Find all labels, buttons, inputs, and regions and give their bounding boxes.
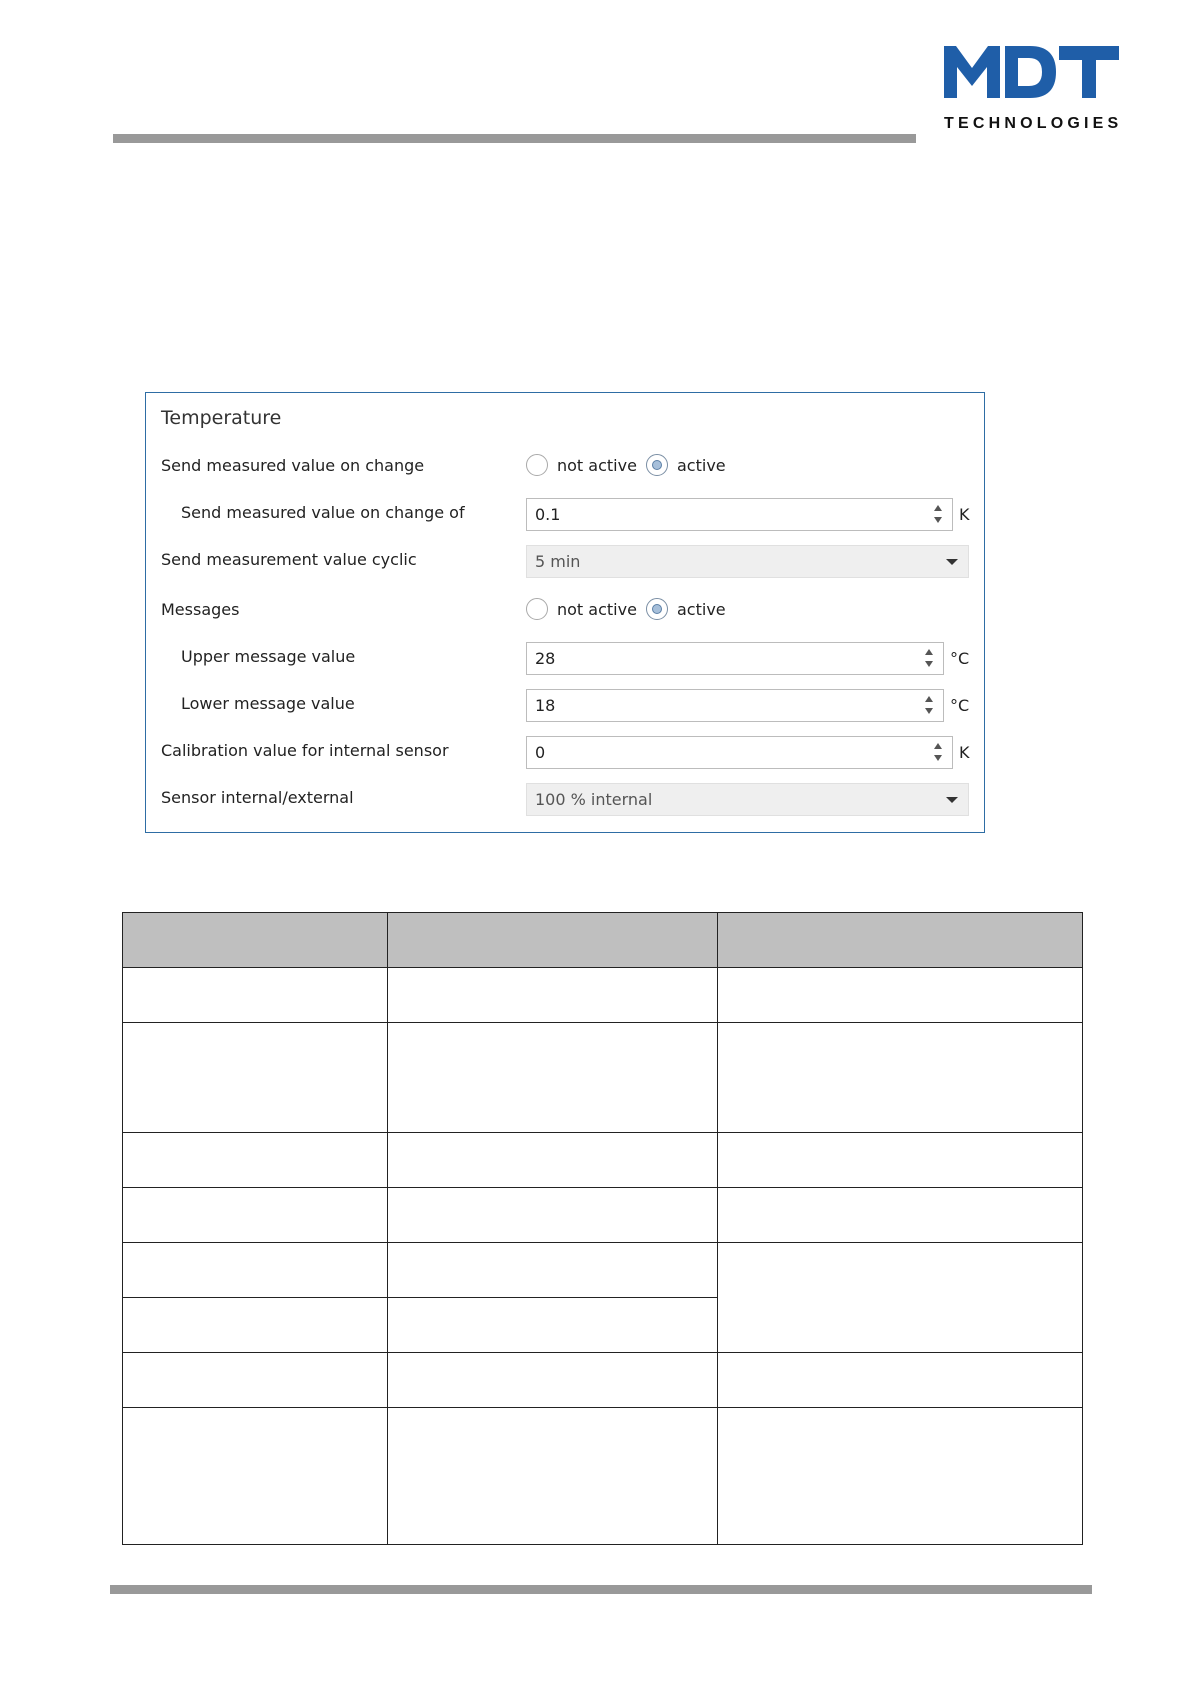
- parameter-table: [122, 912, 1083, 1545]
- table-cell: [388, 1408, 718, 1545]
- radio-unchecked-icon[interactable]: [526, 598, 548, 620]
- table-row: [123, 1188, 1083, 1243]
- radio-unchecked-icon[interactable]: [526, 454, 548, 476]
- header-rule: [113, 134, 916, 143]
- active-label: active: [677, 600, 726, 619]
- spin-up-icon[interactable]: [934, 505, 942, 511]
- cyclic-label: Send measurement value cyclic: [161, 550, 417, 569]
- logo-tagline: TECHNOLOGIES: [944, 115, 1123, 132]
- not-active-label: not active: [557, 600, 637, 619]
- spin-arrows[interactable]: [925, 647, 935, 671]
- row-sensor: [146, 780, 986, 816]
- radio-checked-icon[interactable]: [646, 454, 668, 476]
- table-row: [123, 968, 1083, 1023]
- table-cell: [718, 1023, 1083, 1133]
- upper-message-label: Upper message value: [181, 647, 356, 666]
- temperature-settings-panel: [145, 392, 985, 833]
- row-upper-message: [146, 639, 986, 675]
- chevron-down-icon[interactable]: [946, 559, 958, 565]
- send-on-change-of-unit: K: [959, 505, 970, 524]
- cyclic-select[interactable]: [526, 545, 969, 578]
- send-on-change-of-value: 0.1: [535, 505, 561, 524]
- table-cell: [718, 1353, 1083, 1408]
- table-cell: [123, 968, 388, 1023]
- spin-down-icon[interactable]: [934, 755, 942, 761]
- spin-arrows[interactable]: [934, 741, 944, 765]
- table-cell: [123, 1243, 388, 1298]
- table-cell: [388, 1023, 718, 1133]
- spin-down-icon[interactable]: [934, 517, 942, 523]
- row-calibration: [146, 733, 986, 769]
- table-row: [123, 1353, 1083, 1408]
- panel-title: Temperature: [161, 407, 282, 429]
- table-header-cell: [123, 913, 388, 968]
- table-row: [123, 1408, 1083, 1545]
- table-cell: [388, 1188, 718, 1243]
- calibration-label: Calibration value for internal sensor: [161, 741, 449, 760]
- table-header-row: [123, 913, 1083, 968]
- row-send-on-change-of: [146, 495, 986, 531]
- table-row: [123, 1243, 1083, 1298]
- lower-message-value: 18: [535, 696, 556, 715]
- sensor-select[interactable]: [526, 783, 969, 816]
- upper-message-unit: °C: [950, 649, 970, 668]
- table-cell: [388, 1133, 718, 1188]
- table-header-cell: [718, 913, 1083, 968]
- table-cell: [123, 1408, 388, 1545]
- table-cell: [718, 1408, 1083, 1545]
- cyclic-value: 5 min: [535, 552, 581, 571]
- not-active-label: not active: [557, 456, 637, 475]
- mdt-logo-mark: [944, 44, 1119, 106]
- spin-down-icon[interactable]: [925, 708, 933, 714]
- table-cell-merged: [718, 1243, 1083, 1353]
- spin-arrows[interactable]: [925, 694, 935, 718]
- table-cell: [718, 1188, 1083, 1243]
- table-cell: [123, 1298, 388, 1353]
- table-cell: [123, 1188, 388, 1243]
- active-label: active: [677, 456, 726, 475]
- table-cell: [388, 1353, 718, 1408]
- table-row: [123, 1023, 1083, 1133]
- calibration-input[interactable]: [526, 736, 953, 769]
- upper-message-input[interactable]: [526, 642, 944, 675]
- send-on-change-of-input[interactable]: [526, 498, 953, 531]
- send-on-change-of-label: Send measured value on change of: [181, 503, 465, 522]
- radio-checked-icon[interactable]: [646, 598, 668, 620]
- lower-message-unit: °C: [950, 696, 970, 715]
- mdt-logo: [944, 44, 1123, 139]
- upper-message-value: 28: [535, 649, 556, 668]
- table-cell: [388, 1298, 718, 1353]
- messages-label: Messages: [161, 600, 240, 619]
- spin-up-icon[interactable]: [934, 743, 942, 749]
- row-messages: [146, 592, 986, 628]
- table-cell: [123, 1133, 388, 1188]
- spin-down-icon[interactable]: [925, 661, 933, 667]
- sensor-value: 100 % internal: [535, 790, 653, 809]
- lower-message-label: Lower message value: [181, 694, 355, 713]
- sensor-label: Sensor internal/external: [161, 788, 354, 807]
- lower-message-input[interactable]: [526, 689, 944, 722]
- table-cell: [718, 1133, 1083, 1188]
- table-cell: [123, 1353, 388, 1408]
- row-cyclic: [146, 542, 986, 578]
- spin-arrows[interactable]: [934, 503, 944, 527]
- spin-up-icon[interactable]: [925, 649, 933, 655]
- row-lower-message: [146, 686, 986, 722]
- table-cell: [388, 968, 718, 1023]
- table-cell: [123, 1023, 388, 1133]
- spin-up-icon[interactable]: [925, 696, 933, 702]
- chevron-down-icon[interactable]: [946, 797, 958, 803]
- footer-rule: [110, 1585, 1092, 1594]
- table-cell: [388, 1243, 718, 1298]
- row-send-on-change: [146, 448, 986, 484]
- table-row: [123, 1133, 1083, 1188]
- send-on-change-label: Send measured value on change: [161, 456, 425, 475]
- calibration-unit: K: [959, 743, 970, 762]
- calibration-value: 0: [535, 743, 546, 762]
- table-header-cell: [388, 913, 718, 968]
- table-cell: [718, 968, 1083, 1023]
